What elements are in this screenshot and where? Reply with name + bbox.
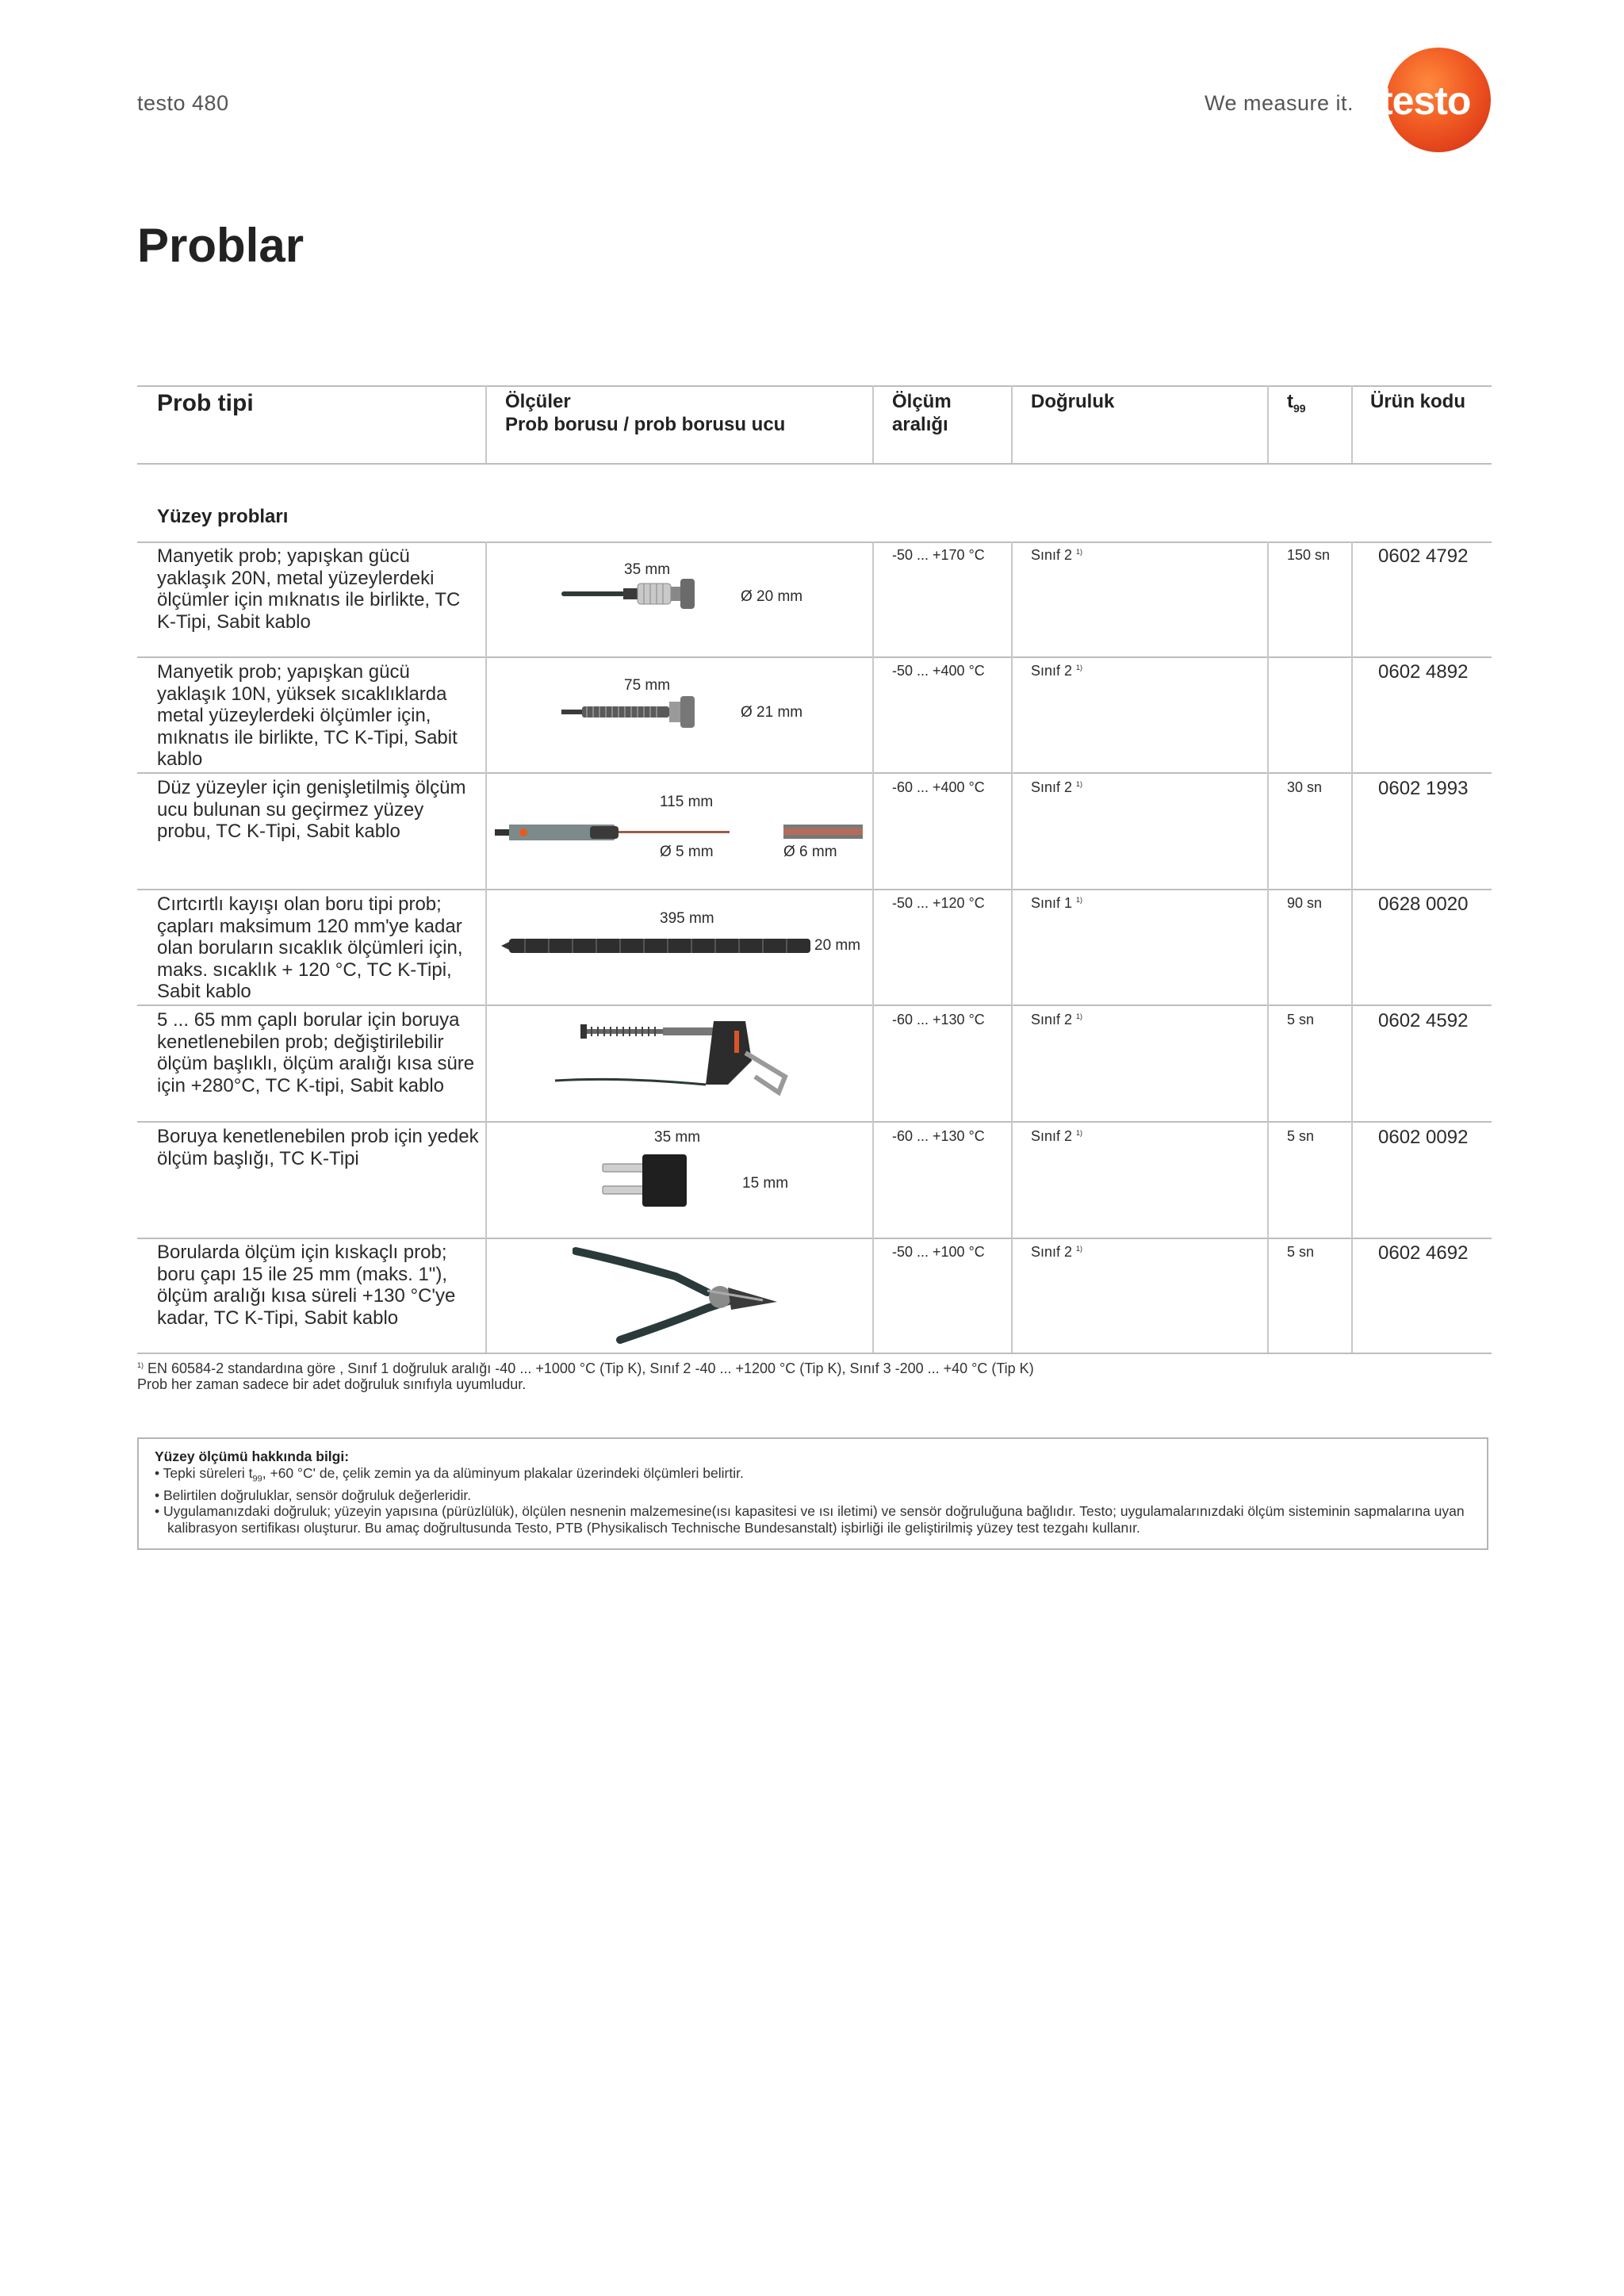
page-title: Problar	[137, 219, 304, 272]
accuracy-class: Sınıf 2	[1031, 1012, 1073, 1027]
col-header-olcum-araligi	[892, 390, 952, 436]
footnote-text: EN 60584-2 standardına göre , Sınıf 1 doğruluk aralığı -40 ... +1000 °C (Tip K), Sınıf 2 -40 ... +1200 °C (Tip K), Sınıf 3 -200 ... +40 °C (Tip K)	[147, 1360, 1034, 1376]
info-bullet: • Uygulamanızdaki doğruluk; yüzeyin yapısına (pürüzlülük), ölçülen nesnenin malzemesine(ısı kapasitesi ve ısı iletimi) ve sensör doğruluğuna bağlıdır. Testo; uygulamalarınızdaki ölçüm sisteminin sapmalarına uyan kalibrasyon sertifikası oluşturur. Bu amaç doğrultusunda Testo, PTB (Physikalisch Technische Bundesanstalt) işbirliği ile geliştirilmiş yüzey test tezgahı kullanır.	[155, 1503, 1465, 1536]
dim-length: 115 mm	[660, 794, 714, 810]
row-divider	[137, 889, 1492, 890]
col-divider	[1011, 385, 1013, 463]
slogan: We measure it.	[1205, 91, 1354, 115]
product-code: 0602 4892	[1378, 661, 1469, 683]
col-header-olculer-line2: Prob borusu / prob borusu ucu	[505, 414, 786, 435]
accuracy-class: Sınıf 2	[1031, 547, 1073, 563]
row-description: Düz yüzeyler için genişletilmiş ölçüm ucu bulunan su geçirmez yüzey probu, TC K-Tipi, Sabit kablo	[157, 777, 466, 842]
accuracy-footnote-ref: 1)	[1076, 780, 1083, 788]
accuracy-class: Sınıf 1	[1031, 895, 1073, 911]
product-code: 0628 0020	[1378, 894, 1469, 915]
t99-value: 90 sn	[1287, 895, 1323, 911]
info-bullet-text: • Tepki süreleri t	[155, 1464, 253, 1481]
measuring-range: -50 ... +400 °C	[892, 663, 985, 679]
product-code: 0602 4792	[1378, 545, 1469, 567]
col-header-prob-tipi: Prob tipi	[157, 390, 254, 416]
measuring-range: -50 ... +100 °C	[892, 1244, 985, 1260]
accuracy-footnote-ref: 1)	[1076, 1245, 1083, 1253]
col-header-urun-kodu: Ürün kodu	[1370, 391, 1465, 412]
t99-value: 5 sn	[1287, 1012, 1315, 1027]
accuracy	[1031, 1128, 1082, 1145]
accuracy	[1031, 1244, 1082, 1261]
dim-diameter: Ø 21 mm	[741, 704, 803, 721]
surface-probe-image	[495, 817, 868, 848]
info-bullet	[155, 1465, 1471, 1487]
row-description: Cırtcırtlı kayışı olan boru tipi prob; çapları maksimum 120 mm'ye kadar olan boruların sıcaklık ölçümleri için, maks. sıcaklık + 120 °C, TC K-Tipi, Sabit kablo	[157, 894, 463, 1002]
magnetic-probe-highTemp-image	[561, 695, 720, 729]
accuracy-class: Sınıf 2	[1031, 1244, 1073, 1260]
dim-length: 75 mm	[624, 677, 671, 694]
accuracy-footnote-ref: 1)	[1076, 664, 1083, 672]
footnote-mark: 1)	[137, 1361, 144, 1369]
row-description: Boruya kenetlenebilen prob için yedek ölçüm başlığı, TC K-Tipi	[157, 1126, 479, 1169]
row-divider	[137, 1121, 1492, 1123]
info-bullet-sub: 99	[252, 1474, 262, 1483]
magnetic-probe-image	[561, 577, 720, 612]
section-label: Yüzey probları	[157, 506, 289, 527]
dim-width: 20 mm	[814, 937, 861, 954]
product-code: 0602 4592	[1378, 1010, 1469, 1031]
accuracy-footnote-ref: 1)	[1076, 1012, 1083, 1020]
product-code: 0602 4692	[1378, 1242, 1469, 1264]
accuracy-class: Sınıf 2	[1031, 663, 1073, 679]
clip-pipe-probe-image	[573, 1245, 783, 1348]
col-divider	[872, 541, 874, 1353]
dim-length: 395 mm	[660, 910, 714, 927]
col-divider	[1267, 541, 1269, 1353]
header-bottom-rule	[137, 463, 1492, 465]
dim-length: 35 mm	[624, 561, 671, 578]
testo-logo	[1380, 48, 1491, 152]
accuracy	[1031, 663, 1082, 679]
t99-base: t	[1287, 391, 1293, 412]
info-box	[137, 1437, 1488, 1550]
accuracy-footnote-ref: 1)	[1076, 896, 1083, 904]
accuracy	[1031, 779, 1082, 796]
col-divider	[1351, 385, 1353, 463]
col-divider	[1351, 541, 1353, 1353]
row-divider	[137, 656, 1492, 658]
footnote-line1	[137, 1357, 1485, 1376]
spare-measuring-head-image	[599, 1151, 726, 1210]
measuring-range: -60 ... +130 °C	[892, 1128, 985, 1144]
footnote	[137, 1357, 1485, 1392]
t99-value: 5 sn	[1287, 1244, 1315, 1260]
accuracy-class: Sınıf 2	[1031, 1128, 1073, 1144]
accuracy	[1031, 547, 1082, 564]
row-description: 5 ... 65 mm çaplı borular için boruya kenetlenebilen prob; değiştirilebilir ölçüm başlıklı, ölçüm aralığı kısa süre için +280°C, TC K-tipi, Sabit kablo	[157, 1009, 475, 1096]
measuring-range: -50 ... +170 °C	[892, 547, 985, 563]
section-rule	[137, 541, 1492, 543]
col-divider	[1011, 541, 1013, 1353]
row-divider	[137, 1004, 1492, 1006]
col-divider	[485, 541, 487, 1353]
table-top-rule	[137, 385, 1492, 387]
measuring-range: -60 ... +400 °C	[892, 779, 985, 795]
row-description: Manyetik prob; yapışkan gücü yaklaşık 10N, yüksek sıcaklıklarda metal yüzeylerdeki ölçümler için, mıknatıs ile birlikte, TC K-Tipi, Sabit kablo	[157, 661, 458, 770]
col-divider	[872, 385, 874, 463]
accuracy	[1031, 895, 1082, 912]
info-bullet: • Belirtilen doğruluklar, sensör doğruluk değerleridir.	[155, 1487, 472, 1503]
info-bullet-text: , +60 °C' de, çelik zemin ya da alüminyum plakalar üzerindeki ölçümleri belirtir.	[262, 1464, 744, 1481]
col-header-olcum-line1: Ölçüm	[892, 391, 952, 412]
col-divider	[485, 385, 487, 463]
accuracy-footnote-ref: 1)	[1076, 1129, 1083, 1137]
col-divider	[1267, 385, 1269, 463]
dim-height: 15 mm	[742, 1175, 789, 1192]
col-header-olcum-line2: aralığı	[892, 414, 948, 435]
accuracy-footnote-ref: 1)	[1076, 548, 1083, 556]
product-name: testo 480	[137, 91, 229, 115]
row-divider	[137, 772, 1492, 774]
col-header-olculer	[505, 390, 785, 436]
info-box-title: Yüzey ölçümü hakkında bilgi:	[155, 1448, 350, 1464]
info-box-content	[155, 1448, 1471, 1536]
t99-value: 5 sn	[1287, 1128, 1315, 1144]
velcro-pipe-probe-image	[501, 934, 812, 958]
dim-length: 35 mm	[654, 1129, 701, 1146]
col-header-t99	[1287, 390, 1306, 420]
col-header-dogruluk: Doğruluk	[1031, 391, 1115, 412]
row-description: Borularda ölçüm için kıskaçlı prob; boru çapı 15 ile 25 mm (maks. 1"), ölçüm aralığı kısa süreli +130 °C'ye kadar, TC K-Tipi, Sabit kablo	[157, 1242, 456, 1329]
t99-value: 30 sn	[1287, 779, 1323, 795]
row-description: Manyetik prob; yapışkan gücü yaklaşık 20N, metal yüzeylerdeki ölçümler için mıknatıs ile birlikte, TC K-Tipi, Sabit kablo	[157, 545, 461, 633]
measuring-range: -50 ... +120 °C	[892, 895, 985, 911]
col-header-olculer-line1: Ölçüler	[505, 391, 571, 412]
accuracy	[1031, 1012, 1082, 1028]
logo-text: testo	[1380, 78, 1471, 123]
clamp-pipe-probe-image	[547, 1013, 801, 1108]
product-code: 0602 1993	[1378, 778, 1469, 799]
measuring-range: -60 ... +130 °C	[892, 1012, 985, 1027]
accuracy-class: Sınıf 2	[1031, 779, 1073, 795]
t99-value: 150 sn	[1287, 547, 1331, 563]
dim-diameter-shaft: Ø 5 mm	[660, 844, 714, 860]
dim-diameter-tip: Ø 6 mm	[783, 844, 837, 860]
table-bottom-rule	[137, 1353, 1492, 1354]
product-code: 0602 0092	[1378, 1127, 1469, 1148]
footnote-line2: Prob her zaman sadece bir adet doğruluk sınıfıyla uyumludur.	[137, 1376, 527, 1392]
t99-sub: 99	[1293, 401, 1306, 415]
row-divider	[137, 1238, 1492, 1239]
dim-diameter: Ø 20 mm	[741, 588, 803, 605]
